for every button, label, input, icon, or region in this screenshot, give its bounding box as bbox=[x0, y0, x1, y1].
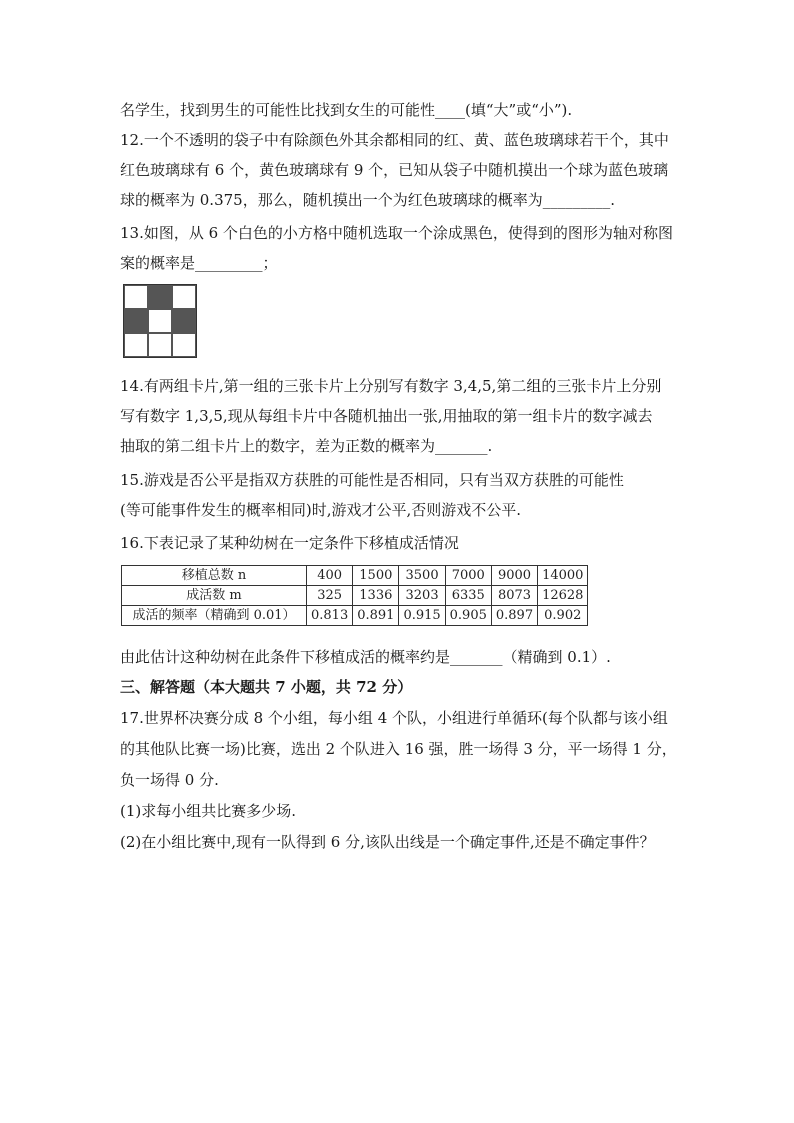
table-cell: 0.902 bbox=[538, 606, 588, 626]
table-cell: 移植总数 n bbox=[122, 566, 307, 586]
table-cell: 1336 bbox=[353, 586, 399, 606]
question-12-line-3: 球的概率为 0.375，那么，随机摸出一个为红色玻璃球的概率为_________. bbox=[120, 191, 615, 209]
table-cell: 12628 bbox=[538, 586, 588, 606]
table-cell: 9000 bbox=[491, 566, 537, 586]
grid-cell bbox=[172, 285, 196, 309]
grid-cell bbox=[124, 285, 148, 309]
question-16-line-1: 16.下表记录了某种幼树在一定条件下移植成活情况 bbox=[120, 534, 459, 552]
question-17-part-2: (2)在小组比赛中,现有一队得到 6 分,该队出线是一个确定事件,还是不确定事件？ bbox=[120, 833, 655, 851]
transplant-table bbox=[121, 565, 588, 626]
table-cell: 14000 bbox=[538, 566, 588, 586]
question-14-line-1: 14.有两组卡片,第一组的三张卡片上分别写有数字 3,4,5,第二组的三张卡片上分别 bbox=[120, 377, 662, 395]
grid-cell bbox=[172, 333, 196, 357]
table-cell: 325 bbox=[307, 586, 353, 606]
question-17-part-1: (1)求每小组共比赛多少场. bbox=[120, 802, 297, 820]
table-row bbox=[122, 586, 588, 606]
question-15-line-1: 15.游戏是否公平是指双方获胜的可能性是否相同，只有当双方获胜的可能性 bbox=[120, 471, 624, 489]
question-14-line-3: 抽取的第二组卡片上的数字，差为正数的概率为_______. bbox=[120, 437, 493, 455]
question-17-line-1: 17.世界杯决赛分成 8 个小组，每小组 4 个队，小组进行单循环(每个队都与该小组 bbox=[120, 709, 668, 727]
table-row bbox=[122, 566, 588, 586]
question-17-line-3: 负一场得 0 分. bbox=[120, 771, 219, 789]
question-13-line-1: 13.如图，从 6 个白色的小方格中随机选取一个涂成黑色，使得到的图形为轴对称图 bbox=[120, 224, 673, 242]
table-cell: 3500 bbox=[399, 566, 445, 586]
question-14-line-2: 写有数字 1,3,5,现从每组卡片中各随机抽出一张,用抽取的第一组卡片的数字减去 bbox=[120, 407, 653, 425]
grid-cell bbox=[148, 309, 172, 333]
section-heading: 三、解答题（本大题共 7 小题，共 72 分） bbox=[120, 678, 413, 696]
grid-cell-filled bbox=[148, 285, 172, 309]
table-cell: 6335 bbox=[445, 586, 491, 606]
grid-cell-filled bbox=[172, 309, 196, 333]
table-cell: 0.897 bbox=[491, 606, 537, 626]
table-cell: 0.905 bbox=[445, 606, 491, 626]
table-cell: 7000 bbox=[445, 566, 491, 586]
table-cell: 3203 bbox=[399, 586, 445, 606]
table-cell: 8073 bbox=[491, 586, 537, 606]
table-row bbox=[122, 606, 588, 626]
question-15-line-2: (等可能事件发生的概率相同)时,游戏才公平,否则游戏不公平. bbox=[120, 501, 522, 519]
grid-cell bbox=[148, 333, 172, 357]
grid-cell-filled bbox=[124, 309, 148, 333]
question-16-line-2: 由此估计这种幼树在此条件下移植成活的概率约是_______（精确到 0.1）. bbox=[120, 648, 611, 666]
table-cell: 成活数 m bbox=[122, 586, 307, 606]
table-cell: 成活的频率（精确到 0.01） bbox=[122, 606, 307, 626]
question-12-line-1: 12.一个不透明的袋子中有除颜色外其余都相同的红、黄、蓝色玻璃球若干个，其中 bbox=[120, 131, 669, 149]
table-cell: 1500 bbox=[353, 566, 399, 586]
table-cell: 400 bbox=[307, 566, 353, 586]
table-cell: 0.891 bbox=[353, 606, 399, 626]
question-13-line-2: 案的概率是_________； bbox=[120, 254, 278, 272]
table-cell: 0.915 bbox=[399, 606, 445, 626]
question-17-line-2: 的其他队比赛一场)比赛，选出 2 个队进入 16 强，胜一场得 3 分，平一场得 1 分， bbox=[120, 740, 677, 758]
grid-cell bbox=[124, 333, 148, 357]
table-cell: 0.813 bbox=[307, 606, 353, 626]
text-line: 名学生，找到男生的可能性比找到女生的可能性____(填“大”或“小”). bbox=[120, 101, 573, 119]
question-12-line-2: 红色玻璃球有 6 个，黄色玻璃球有 9 个，已知从袋子中随机摸出一个球为蓝色玻璃 bbox=[120, 161, 669, 179]
grid-figure bbox=[123, 284, 197, 358]
